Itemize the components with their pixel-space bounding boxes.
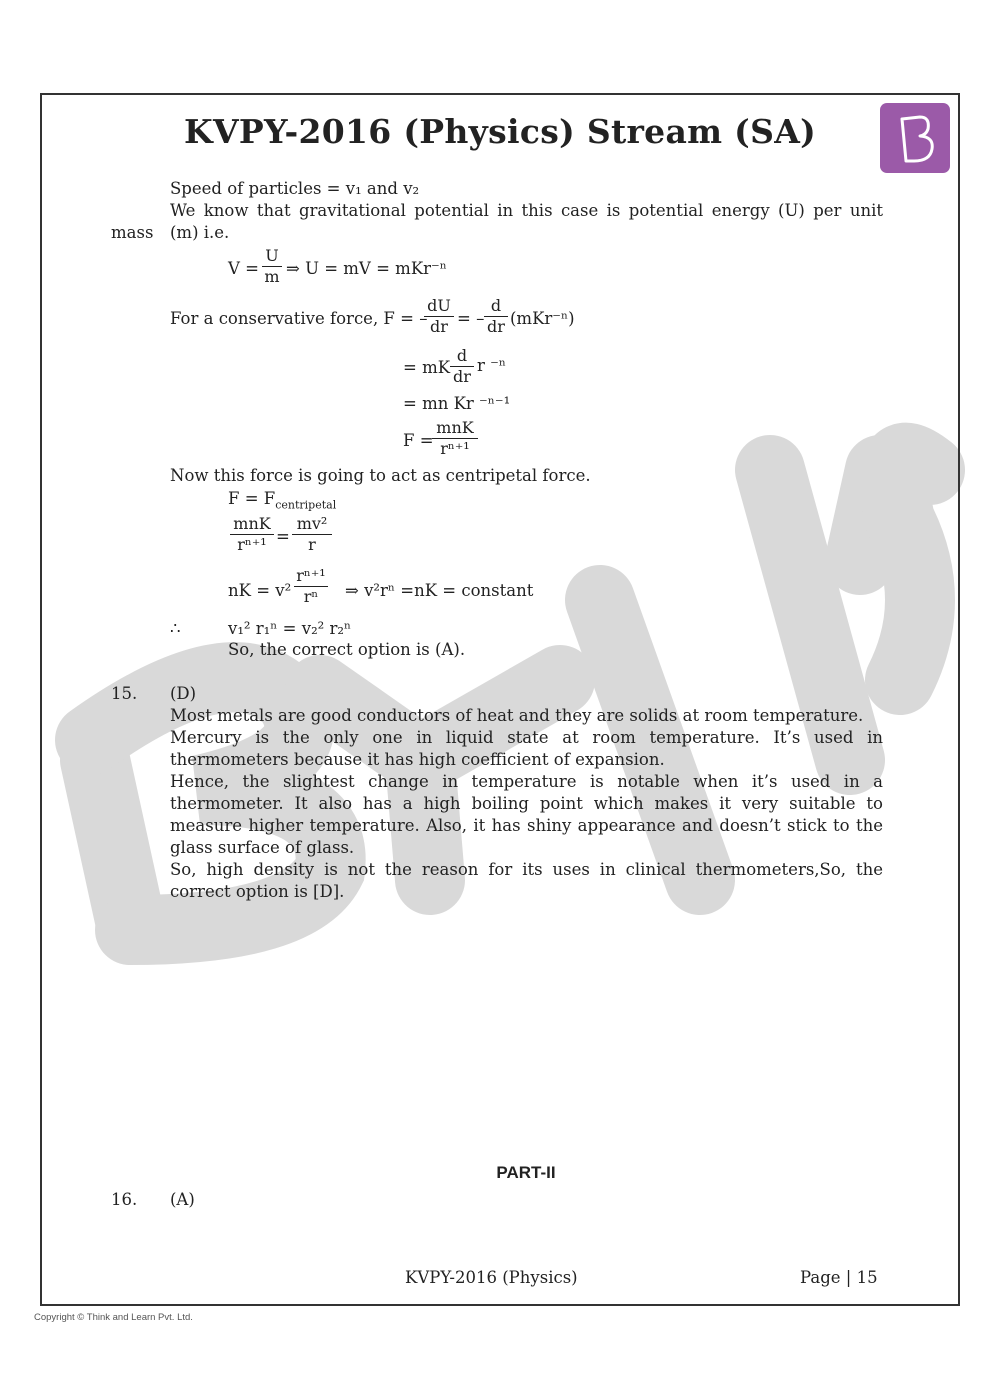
denominator: rⁿ⁺¹: [237, 535, 267, 554]
text-line: mass: [111, 223, 154, 242]
fraction: [294, 566, 328, 607]
equation: F =: [403, 431, 434, 450]
conclusion: So, the correct option is (A).: [228, 640, 466, 659]
para-line: Most metals are good conductors of heat and they are solids at room temperature.: [170, 706, 864, 725]
equation: = mn Kr ⁻ⁿ⁻¹: [403, 394, 511, 413]
equation: nK = v²: [228, 581, 292, 600]
denominator: rⁿ⁺¹: [440, 439, 470, 458]
numerator: U: [262, 246, 282, 267]
equation: =: [276, 527, 290, 546]
fraction: [292, 514, 332, 555]
equation: (mKr⁻ⁿ): [510, 309, 575, 328]
equation: = –: [457, 309, 485, 328]
text-line: We know that gravitational potential in this case is potential energy (U) per unit: [170, 201, 883, 220]
para-line: Hence, the slightest change in temperature is notable when it’s used in a thermometer. It also has a high boiling point which makes it very suitable to measure higher temperature. Also, it has shiny appearance and doesn’t stick to the glass surface of glass.: [170, 772, 883, 857]
fraction: [262, 246, 282, 287]
numerator: d: [484, 296, 508, 317]
equation: r ⁻ⁿ: [477, 356, 506, 375]
denominator: dr: [453, 367, 471, 386]
eq-main: F = F: [228, 489, 276, 508]
equation: v₁² r₁ⁿ = v₂² r₂ⁿ: [228, 619, 352, 638]
eq-subscript: centripetal: [275, 498, 337, 512]
text-line: Speed of particles = v₁ and v₂: [170, 179, 420, 198]
denominator: dr: [430, 317, 448, 336]
answer-label: (A): [170, 1190, 195, 1209]
footer-title: KVPY-2016 (Physics): [405, 1268, 578, 1287]
answer-label: (D): [170, 684, 197, 703]
section-heading: PART-II: [496, 1163, 556, 1182]
equation: = mK: [403, 358, 451, 377]
therefore-symbol: ∴: [170, 619, 181, 638]
equation: [228, 488, 336, 516]
fraction: [484, 296, 508, 337]
fraction: [230, 514, 274, 555]
equation: ⇒ v²rⁿ =nK = constant: [345, 581, 534, 600]
byjus-logo-icon: [880, 103, 950, 173]
equation: ⇒ U = mV = mKr⁻ⁿ: [286, 259, 447, 278]
fraction: [450, 346, 474, 387]
denominator: rⁿ: [303, 587, 319, 606]
fraction: [432, 418, 478, 459]
denominator: dr: [487, 317, 505, 336]
page-number: Page | 15: [800, 1268, 878, 1287]
denominator: r: [308, 535, 316, 554]
equation: V =: [228, 259, 259, 278]
page-title: KVPY-2016 (Physics) Stream (SA): [183, 112, 817, 151]
numerator: rⁿ⁺¹: [294, 566, 328, 587]
question-number: 16.: [111, 1190, 138, 1209]
numerator: d: [450, 346, 474, 367]
equation: For a conservative force, F = –: [170, 309, 428, 328]
answer-paragraph: [170, 705, 883, 903]
fraction: [424, 296, 454, 337]
numerator: dU: [424, 296, 454, 317]
numerator: mv²: [292, 514, 332, 535]
copyright: Copyright © Think and Learn Pvt. Ltd.: [34, 1312, 193, 1323]
question-number: 15.: [111, 684, 138, 703]
text-line: Now this force is going to act as centripetal force.: [170, 466, 591, 485]
para-line: Mercury is the only one in liquid state at room temperature. It’s used in thermometers because it has high coefficient of expansion.: [170, 728, 883, 769]
para-line: So, high density is not the reason for its uses in clinical thermometers,So, the correct option is [D].: [170, 860, 883, 901]
numerator: mnK: [432, 418, 478, 439]
numerator: mnK: [230, 514, 274, 535]
denominator: m: [264, 267, 280, 286]
text-line: (m) i.e.: [170, 223, 230, 242]
